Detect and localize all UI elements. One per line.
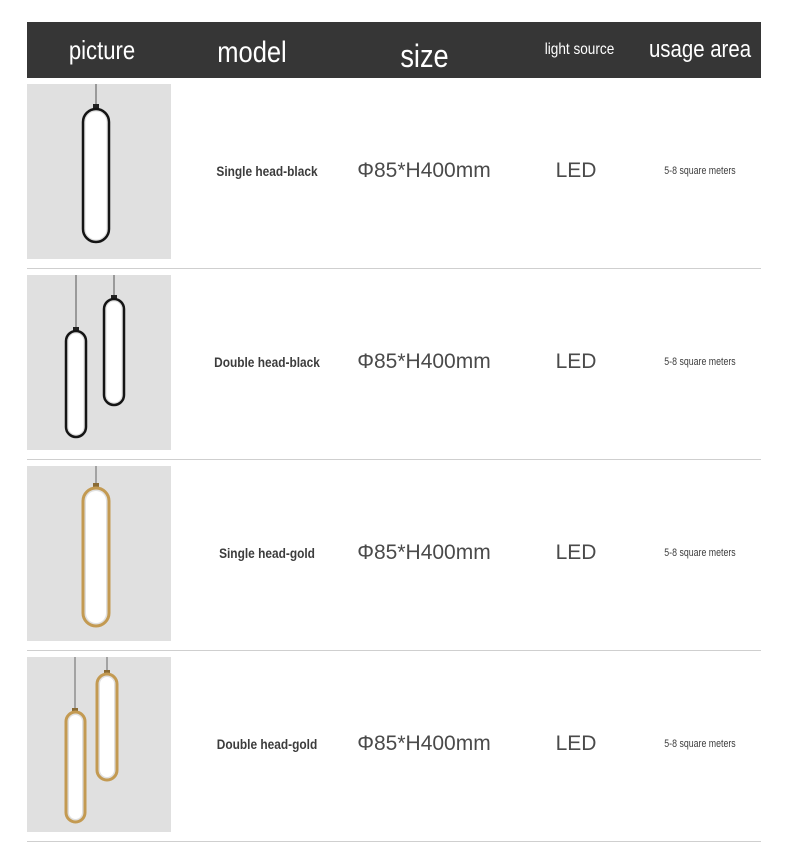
size-cell: Φ85*H400mm [357,731,491,755]
model-cell: Double head-black [214,353,320,370]
light-source-cell: LED [555,158,597,182]
model-cell: Double head-gold [216,735,318,752]
usage-area-cell: 5-8 square meters [664,546,736,559]
usage-area-cell: 5-8 square meters [664,355,736,368]
size-cell: Φ85*H400mm [357,349,491,373]
usage-area-cell: 5-8 square meters [664,737,736,750]
table-row [27,651,761,842]
header-light-source: light source [544,41,615,58]
size-cell: Φ85*H400mm [357,540,491,564]
product-image-double-gold [27,657,171,832]
model-cell: Single head-gold [219,544,315,561]
spec-table [27,22,761,755]
light-source-cell: LED [555,731,597,755]
usage-area-cell: 5-8 square meters [664,164,736,177]
size-cell: Φ85*H400mm [357,158,491,182]
product-image-single-gold [27,466,171,641]
product-image-double-black [27,275,171,450]
header-size: size [400,37,449,74]
light-source-cell: LED [555,540,597,564]
table-row [27,78,761,269]
header-model: model [217,36,287,69]
header-usage-area: usage area [648,36,752,63]
light-source-cell: LED [555,349,597,373]
header-picture: picture [68,34,136,65]
table-row [27,460,761,651]
row-divider [27,841,761,842]
table-header [27,22,761,78]
model-cell: Single head-black [216,162,318,179]
product-image-single-black [27,84,171,259]
table-row [27,269,761,460]
